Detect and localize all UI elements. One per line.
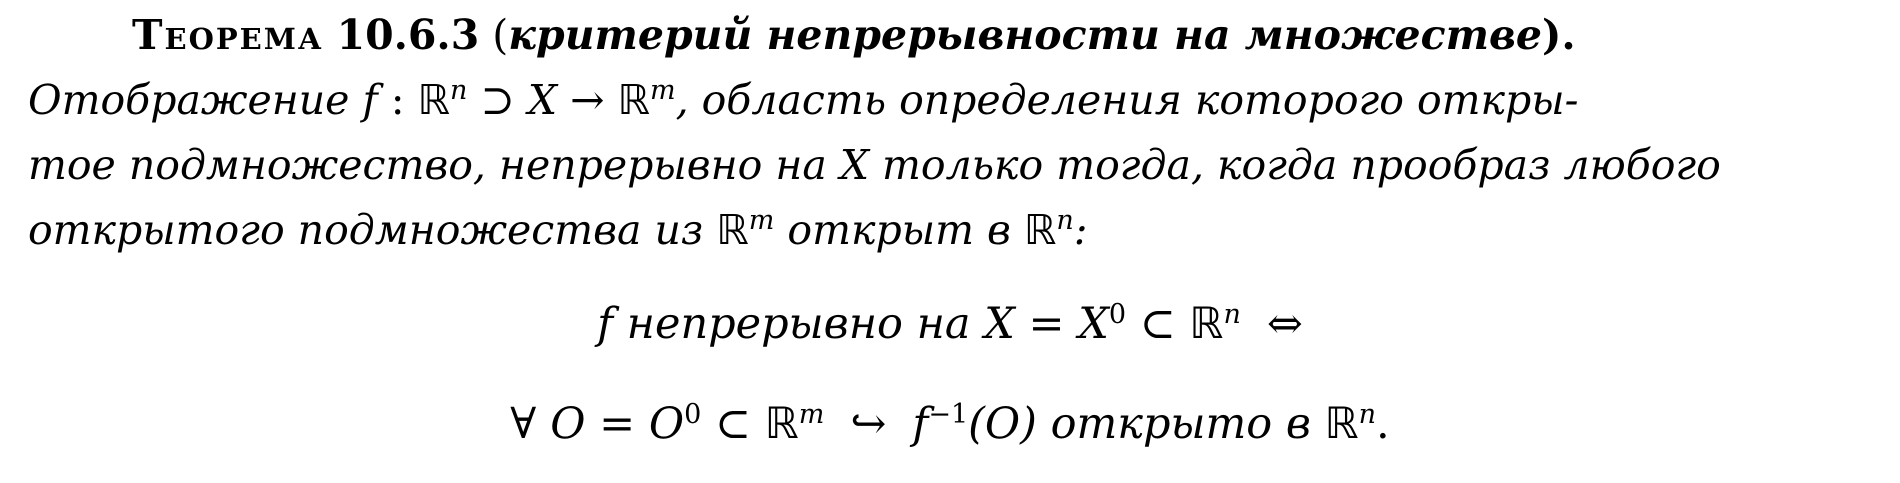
statement-line-3-end: :: [1073, 206, 1088, 254]
theorem-title: критерий непрерывности на множестве: [508, 11, 1542, 59]
math-reals: ℝ: [1023, 206, 1057, 254]
statement-line-1: [28, 75, 1579, 125]
statement-line-2-text: тое подмножество, непрерывно на X только тогда, когда прообраз любого: [28, 141, 1721, 189]
math-exp-m: m: [798, 399, 825, 430]
math-f: f: [362, 76, 378, 124]
statement-line-3: [28, 205, 1088, 255]
math-reals: ℝ: [764, 399, 799, 449]
math-O: O: [648, 399, 685, 449]
math-X: X: [527, 76, 558, 124]
statement-line-3-pre: открытого подмножества из: [28, 206, 717, 254]
display-formula-1: [0, 298, 1900, 350]
math-exp-n: n: [1223, 299, 1241, 330]
math-subset: ⊂: [701, 399, 765, 449]
math-exp-n: n: [1358, 399, 1377, 430]
math-equals: =: [585, 399, 649, 449]
math-f: f: [912, 399, 929, 449]
math-reals: ℝ: [617, 76, 650, 124]
math-paren-O: (O): [968, 399, 1037, 449]
display-formula-2: [0, 398, 1900, 450]
math-supset: ⊃: [467, 76, 528, 124]
statement-intro: Отображение: [28, 76, 363, 124]
theorem-label: Теорема: [132, 11, 324, 59]
formula-text-open: открыто в: [1036, 399, 1325, 449]
math-f: f: [597, 299, 614, 349]
math-reals: ℝ: [1189, 299, 1224, 349]
math-exp-m: m: [748, 205, 775, 236]
math-X: X: [1078, 299, 1109, 349]
formula-text-continuous: непрерывно на: [613, 299, 985, 349]
math-interior-mark: 0: [684, 399, 702, 430]
math-reals: ℝ: [716, 206, 749, 254]
theorem-heading: [132, 10, 1576, 60]
math-reals: ℝ: [1324, 399, 1359, 449]
math-exp-m: m: [649, 75, 676, 106]
title-close-paren: ).: [1541, 11, 1576, 59]
math-O: O: [550, 399, 586, 449]
math-X: X: [984, 299, 1015, 349]
math-arrow: →: [557, 76, 618, 124]
math-iff: ⇔: [1266, 299, 1303, 349]
math-exp-n: n: [1056, 205, 1074, 236]
math-interior-mark: 0: [1108, 299, 1127, 330]
math-subset: ⊂: [1126, 299, 1190, 349]
statement-line-2: [28, 140, 1721, 190]
math-hook-arrow: ↪: [850, 399, 887, 449]
statement-line-1-rest: , область определения которого откры-: [675, 76, 1579, 124]
math-inverse-exp: −1: [928, 399, 969, 430]
statement-line-3-mid: открыт в: [774, 206, 1024, 254]
theorem-number: 10.6.3: [336, 11, 480, 59]
math-period: .: [1376, 399, 1390, 449]
math-equals: =: [1014, 299, 1079, 349]
math-exp-n: n: [450, 75, 468, 106]
math-reals: ℝ: [417, 76, 451, 124]
title-open-paren: (: [492, 11, 509, 59]
math-colon: :: [377, 76, 418, 124]
math-forall: ∀: [510, 399, 537, 449]
